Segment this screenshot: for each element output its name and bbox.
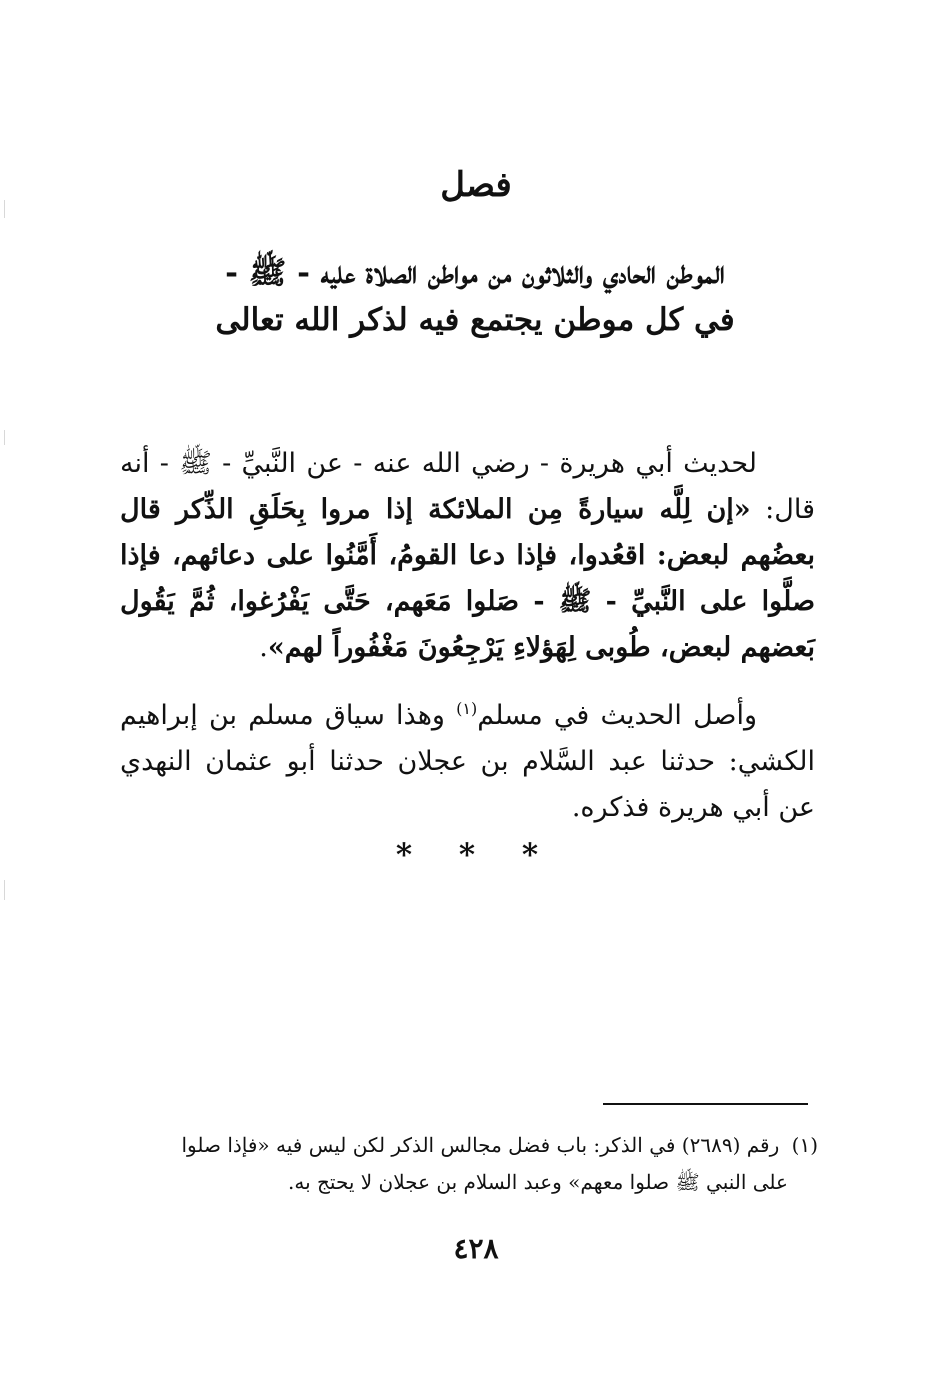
footnote-divider: [603, 1103, 808, 1105]
chapter-heading: [110, 250, 840, 344]
footnote-line-1: رقم (٢٦٨٩) في الذكر: باب فضل مجالس الذكر لكن ليس فيه «فإذا صلوا: [181, 1133, 780, 1157]
source-after-ref: وهذا سياق مسلم بن إبراهيم الكشي: حدثنا عبد السَّلام بن عجلان حدثنا أبو عثمان النهدي عن أبي هريرة فذكره.: [120, 700, 815, 823]
heading-line-1: الموطن الحادي والثلاثون من مواطن الصلاة عليه - ﷺ -: [225, 255, 725, 291]
footnote: [130, 1127, 818, 1201]
hadith-paragraph: [120, 441, 815, 670]
hadith-quote: «إن لِلَّه سيارةً مِن الملائكة إذا مروا بِحَلَقِ الذِّكر قال بعضُهم لبعض: اقعُدوا، فإذا دعا القومُ، أَمَّنُوا على دعائهم، فإذا صلَّوا على النَّبيِّ - ﷺ - صَلوا مَعَهم، حَتَّى يَفْرُغوا، ثُمَّ يَقُول بَعضهم لبعض، طُوبى لِهَؤلاءِ يَرْجِعُونَ مَغْفُوراً لهم»: [120, 493, 815, 663]
scan-edge-mark: [4, 430, 5, 445]
hadith-intro: لحديث أبي هريرة - رضي الله عنه - عن النَّبيِّ - ﷺ - أنه قال:: [120, 448, 816, 525]
section-separator: * * *: [395, 837, 557, 873]
scan-edge-mark: [4, 880, 5, 900]
hadith-end: .: [259, 631, 268, 663]
source-before-ref: وأصل الحديث في مسلم: [477, 700, 757, 731]
heading-line-2: في كل موطن يجتمع فيه لذكر الله تعالى: [215, 302, 735, 339]
source-paragraph: [120, 693, 815, 831]
page-number: ٤٢٨: [453, 1232, 499, 1265]
footnote-reference[interactable]: (١): [456, 699, 478, 718]
footnote-line-2: على النبي ﷺ صلوا معهم» وعبد السلام بن عجلان لا يحتج به.: [288, 1170, 788, 1194]
footnote-marker: (١): [791, 1133, 818, 1157]
section-title: فصل: [440, 165, 512, 205]
